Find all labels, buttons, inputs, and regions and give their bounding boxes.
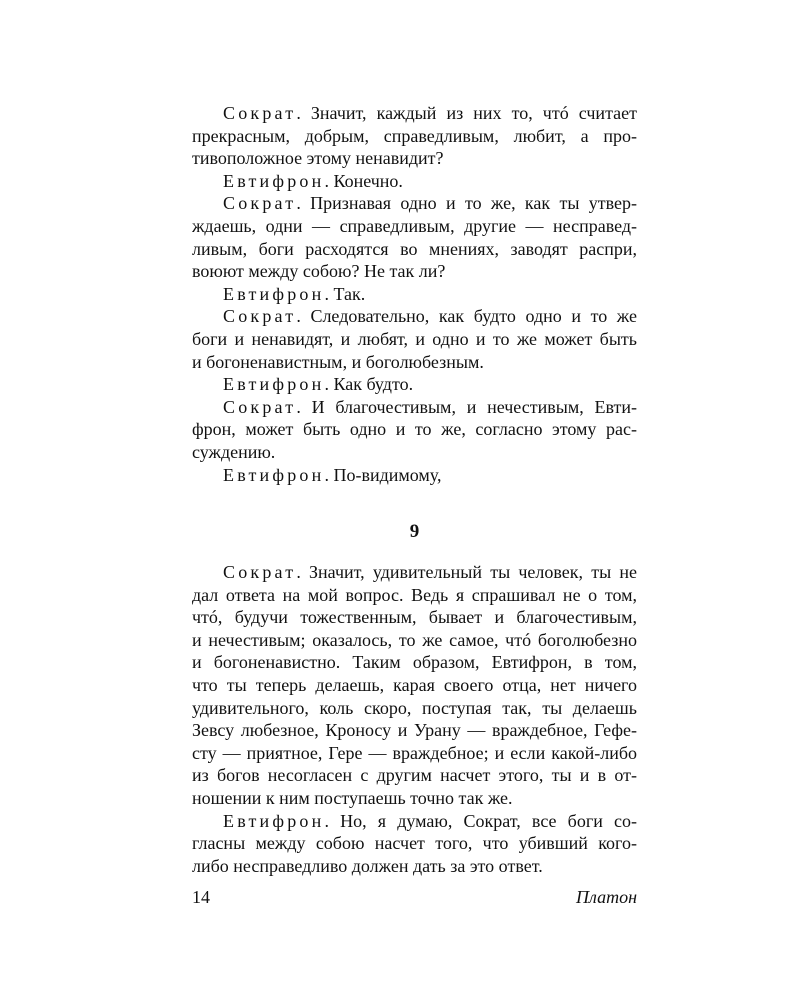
- text-line: [192, 260, 637, 283]
- text-line: [192, 328, 637, 351]
- speaker-name: Евтифрон: [223, 464, 325, 485]
- line-text: сту — приятное, Гере — враждебное; и если какой-либо: [192, 742, 637, 763]
- text-line: [192, 606, 637, 629]
- text-line: [192, 396, 637, 419]
- line-text: тивоположное этому ненавидит?: [192, 148, 444, 169]
- text-line: [192, 810, 637, 833]
- line-text: боги и ненавидят, и любят, и одно и то же может быть: [192, 328, 637, 349]
- dialogue-section-8: [192, 102, 637, 486]
- line-text: . Но, я думаю, Сократ, все боги со-: [324, 810, 637, 831]
- text-line: [192, 764, 637, 787]
- speaker-name: Сократ: [223, 306, 297, 327]
- text-line: [192, 464, 637, 487]
- text-line: [192, 373, 637, 396]
- line-text: Зевсу любезное, Кроносу и Урану — враждебное, Гефе-: [192, 720, 637, 741]
- line-text: воюют между собою? Не так ли?: [192, 261, 446, 282]
- line-text: . Значит, удивительный ты человек, ты не: [296, 562, 637, 583]
- text-line: [192, 855, 637, 878]
- line-text: . По-видимому,: [324, 464, 442, 485]
- text-line: [192, 102, 637, 125]
- speaker-name: Евтифрон: [223, 283, 325, 304]
- speaker-name: Евтифрон: [223, 810, 325, 831]
- line-text: и богоненавистным, и боголюбезным.: [192, 351, 484, 372]
- text-line: [192, 215, 637, 238]
- line-text: суждению.: [192, 441, 276, 462]
- text-line: [192, 561, 637, 584]
- text-line: [192, 283, 637, 306]
- line-text: фрон, может быть одно и то же, согласно этому рас-: [192, 419, 637, 440]
- page-body: [192, 102, 637, 877]
- line-text: . Как будто.: [324, 374, 414, 395]
- text-line: [192, 651, 637, 674]
- line-text: . Признавая одно и то же, как ты утвер-: [296, 193, 637, 214]
- line-text: ливым, боги расходятся во мнениях, заводят распри,: [192, 238, 637, 259]
- section-number: 9: [409, 521, 420, 543]
- dialogue-section-9: [192, 561, 637, 877]
- text-line: [192, 351, 637, 374]
- line-text: . И благочестивым, и нечестивым, Евти-: [296, 396, 637, 417]
- line-text: из богов несогласен с другим насчет этого, ты и в от-: [192, 765, 637, 786]
- text-line: [192, 719, 637, 742]
- speaker-name: Сократ: [223, 103, 297, 123]
- text-line: [192, 584, 637, 607]
- line-text: что ты теперь делаешь, карая своего отца, нет ничего: [192, 675, 637, 696]
- line-text: либо несправедливо должен дать за это ответ.: [192, 855, 543, 876]
- text-line: [192, 742, 637, 765]
- running-title: Платон: [576, 887, 637, 907]
- text-line: [192, 147, 637, 170]
- text-line: [192, 192, 637, 215]
- speaker-name: Сократ: [223, 193, 297, 214]
- speaker-name: Евтифрон: [223, 170, 325, 191]
- speaker-name: Сократ: [223, 396, 297, 417]
- line-text: удивительного, коль скоро, поступая так, ты делаешь: [192, 697, 637, 718]
- line-text: ждаешь, одни — справедливым, другие — несправед-: [192, 215, 637, 236]
- text-line: [192, 697, 637, 720]
- speaker-name: Сократ: [223, 562, 297, 583]
- text-line: [192, 787, 637, 810]
- text-line: [192, 418, 637, 441]
- line-text: и богоненавистно. Таким образом, Евтифрон, в том,: [192, 652, 637, 673]
- line-text: . Следовательно, как будто одно и то же: [296, 306, 637, 327]
- line-text: . Так.: [324, 283, 366, 304]
- text-line: [192, 238, 637, 261]
- text-line: [192, 125, 637, 148]
- text-line: [192, 170, 637, 193]
- line-text: прекрасным, добрым, справедливым, любит, а про-: [192, 125, 637, 146]
- page-number: 14: [192, 887, 210, 907]
- line-text: гласны между собою насчет того, что убивший кого-: [192, 833, 637, 854]
- text-line: [192, 832, 637, 855]
- speaker-name: Евтифрон: [223, 374, 325, 395]
- text-line: [192, 629, 637, 652]
- line-text: ношении к ним поступаешь точно так же.: [192, 788, 513, 809]
- text-line: [192, 305, 637, 328]
- line-text: . Значит, каждый из них то, чтó считает: [296, 103, 637, 123]
- text-line: [192, 674, 637, 697]
- line-text: и нечестивым; оказалось, то же самое, чтó боголюбезно: [192, 629, 637, 650]
- line-text: . Конечно.: [324, 170, 403, 191]
- text-line: [192, 441, 637, 464]
- line-text: чтó, будучи тожественным, бывает и благочестивым,: [192, 607, 637, 628]
- line-text: дал ответа на мой вопрос. Ведь я спрашивал не о том,: [192, 584, 637, 605]
